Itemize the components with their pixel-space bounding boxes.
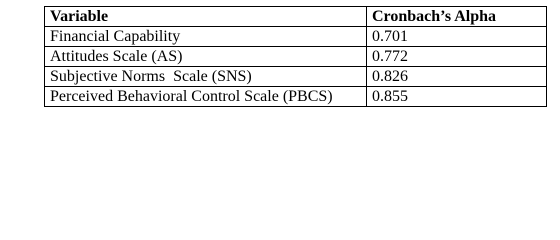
alpha-value-cell: 0.855	[367, 87, 547, 107]
variable-cell: Financial Capability	[45, 27, 367, 47]
reliability-table	[44, 6, 547, 107]
variable-cell: Subjective Norms Scale (SNS)	[45, 67, 367, 87]
variable-cell: Perceived Behavioral Control Scale (PBCS)	[45, 87, 367, 107]
variable-cell: Attitudes Scale (AS)	[45, 47, 367, 67]
header-cronbach-alpha: Cronbach’s Alpha	[367, 7, 547, 27]
table-row	[45, 87, 547, 107]
table-row	[45, 27, 547, 47]
table-row	[45, 47, 547, 67]
header-variable: Variable	[45, 7, 367, 27]
alpha-value-cell: 0.826	[367, 67, 547, 87]
table-row	[45, 67, 547, 87]
alpha-value-cell: 0.701	[367, 27, 547, 47]
table-header-row	[45, 7, 547, 27]
alpha-value-cell: 0.772	[367, 47, 547, 67]
